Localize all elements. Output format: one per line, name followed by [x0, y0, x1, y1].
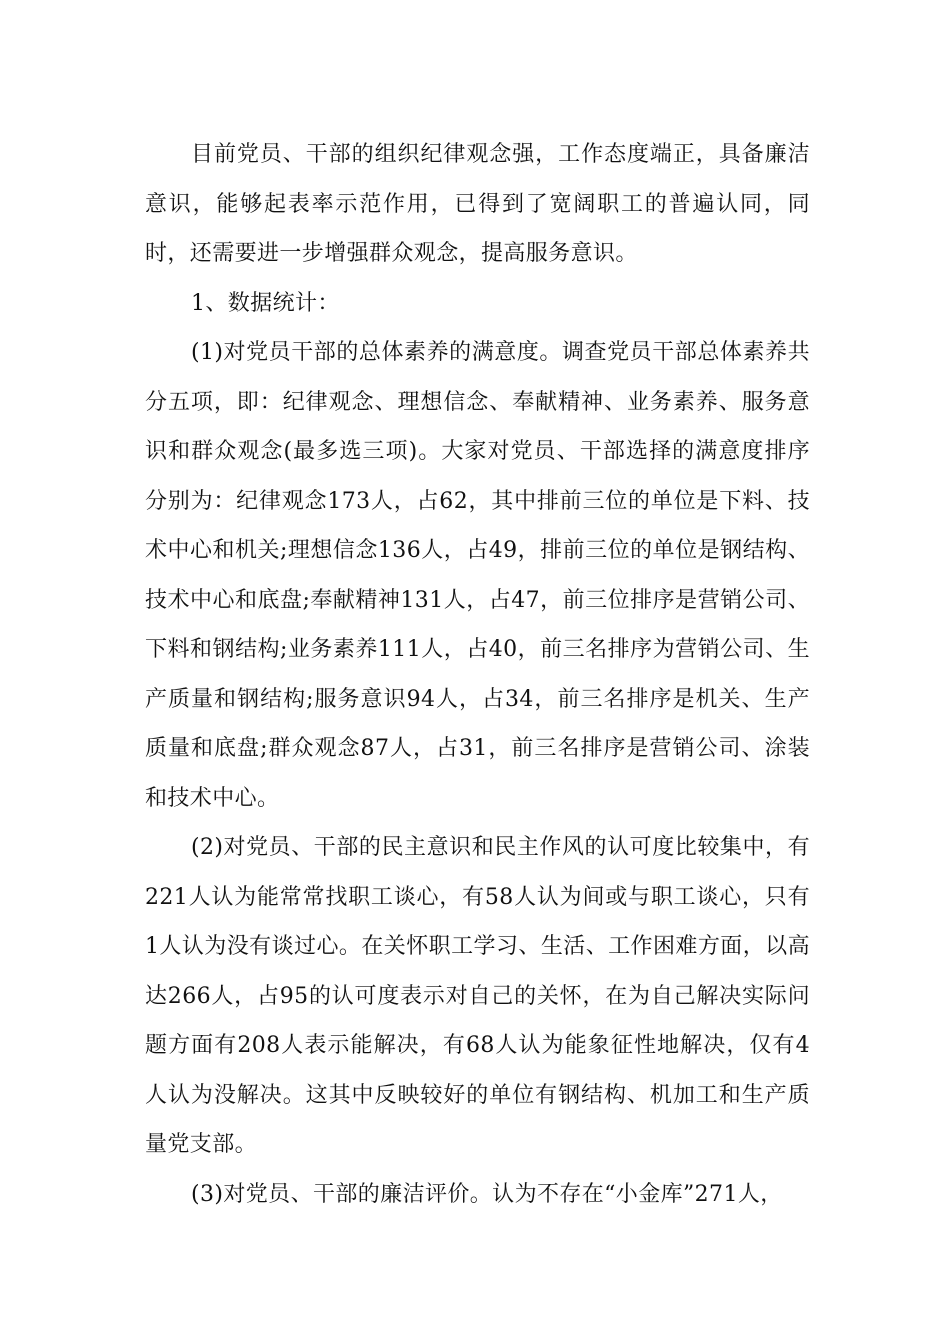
- section-heading-statistics: 1、数据统计：: [191, 290, 340, 316]
- document-body: [145, 130, 810, 1219]
- paragraph-item-3: (3)对党员、干部的廉洁评价。认为不存在“小金库”271人，: [191, 1181, 783, 1207]
- paragraph-item-1: (1)对党员干部的总体素养的满意度。调查党员干部总体素养共分五项，即：纪律观念、理想信念、奉献精神、业务素养、服务意识和群众观念(最多选三项)。大家对党员、干部选择的满意度排序分别为：纪律观念173人，占62，其中排前三位的单位是下料、技术中心和机关;理想信念136人，占49，排前三位的单位是钢结构、技术中心和底盘;奉献精神131人，占47，前三位排序是营销公司、下料和钢结构;业务素养111人，占40，前三名排序为营销公司、生产质量和钢结构;服务意识94人，占34，前三名排序是机关、生产质量和底盘;群众观念87人，占31，前三名排序是营销公司、涂装和技术中心。: [145, 340, 810, 811]
- paragraph-item-2: (2)对党员、干部的民主意识和民主作风的认可度比较集中，有221人认为能常常找职工谈心，有58人认为间或与职工谈心，只有1人认为没有谈过心。在关怀职工学习、生活、工作困难方面，以高达266人，占95的认可度表示对自己的关怀，在为自己解决实际问题方面有208人表示能解决，有68人认为能象征性地解决，仅有4人认为没解决。这其中反映较好的单位有钢结构、机加工和生产质量党支部。: [145, 835, 810, 1157]
- paragraph-intro: 目前党员、干部的组织纪律观念强，工作态度端正，具备廉洁意识，能够起表率示范作用，已得到了宽阔职工的普遍认同，同时，还需要进一步增强群众观念，提高服务意识。: [145, 142, 810, 266]
